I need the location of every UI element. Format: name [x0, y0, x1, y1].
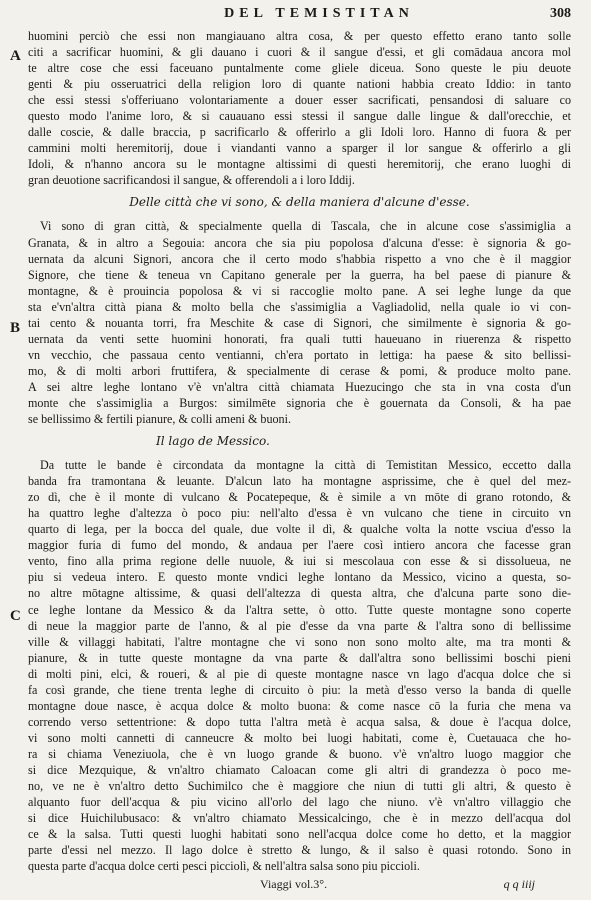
signature-mark: Viaggi vol.3°. [260, 877, 328, 892]
margin-letter-c: C [10, 608, 21, 624]
margin-letter-a: A [10, 48, 21, 64]
text-line: fa così grande, che tiene trenta leghe di circuito ò piu: la metà d'esso verso la banda di quelle [28, 682, 571, 697]
text-line: ha quattro leghe d'altezza ò poco piu: nell'alto d'essa è vn vulcano che tiene in circuito vn [28, 506, 571, 521]
text-line: vn vecchio, che passaua cento ventianni, ch'era portato in lettiga: ha paese & sito bellissi- [28, 347, 571, 362]
page-number: 308 [550, 6, 571, 21]
text-line: gran deuotione sacrificandosi il sangue, & offerendoli a i loro Iddij. [28, 173, 355, 188]
section-heading: Delle città che vi sono, & della maniera d'alcune d'esse. [129, 195, 470, 210]
paragraph [28, 218, 571, 427]
paragraph [28, 457, 571, 874]
text-line: sta e'vn'altra città piana & molto bella che s'assimiglia a Vagliadolid, nella quale io vi con- [28, 299, 571, 314]
text-line: no altre mōtagne altissime, & quasi dell'altezza di questa altra, che d'alcuna parte sono die- [28, 586, 571, 601]
text-line: quarto di lega, per la bocca del quale, due volte il dì, & qualche volta la notte vsciua d'esso la [28, 522, 571, 537]
text-line: uernata da venti sette huomini honorati, fra quali tutti haueuano in riuerenza & rispetto [28, 331, 571, 346]
text-line: A sei altre leghe lontano v'è vn'altra città chiamata Huezucingo che sta in vna costa d'un [28, 379, 571, 394]
paragraph [28, 28, 571, 188]
text-line: Da tutte le bande è circondata da montagne la città di Temistitan Messico, eccetto dalla [40, 458, 571, 473]
text-line: si dice Huichilubusaco: & vn'altro chiamato Messicalcingo, che è in mezzo dell'acqua dol [28, 811, 571, 826]
text-line: vento, fino alla prima regione delle nuuole, & iui si mescolaua con esse & si dissolueua, ne [28, 554, 571, 569]
text-line: ce & la salsa. Tutti questi luoghi habitati sono nell'acqua dolce come ho detto, et la maggior [28, 827, 571, 842]
text-line: huomini perciò che essi non mangiauano altra cosa, & per questo effetto erano tanto solle [28, 29, 571, 43]
page-header [28, 6, 571, 28]
margin-letter-b: B [10, 320, 21, 336]
text-line: uernata da alcuni Signori, ancora che il certo modo s'habbia rispetto a vno che è il maggior [28, 251, 571, 266]
text-line: questa parte d'acqua dolce certi pesci picciolì, & nell'altra salsa sono piu piccioli. [28, 859, 420, 874]
text-line: parte d'essi nel mezzo. Il lago dolce è stretto & lungo, & il salso è quasi rotondo. Sono in [28, 843, 571, 858]
running-head: DEL TEMISTITAN [224, 6, 414, 21]
text-line: di neue la maggior parte de l'anno, & al pie d'esse da vna parte & l'altra sono di bellissime [28, 618, 571, 633]
text-line: banda fra tramontana & leuante. D'alcun lato ha montagne asprissime, che è quel del mez- [28, 474, 571, 489]
text-line: citi a sacrificar huomini, & gli dauano i cuori & il sangue d'essi, et gli comādaua ancora mol [28, 45, 571, 60]
text-line: Idoli, & n'hanno ancora su le montagne altissimi di questi heremitorij, che erano luoghi di [28, 157, 571, 172]
text-line: zo dì, che è il monte di vulcano & Pocatepeque, & è simile a vn mōte di grano rotondo, & [28, 490, 571, 505]
text-line: ville & villaggi habitati, l'altre montagne che vi sono non sono molto alte, ma tra monti & [28, 634, 571, 649]
text-line: ce leghe lontane da Messico & da l'altra sette, ò otto. Tutte queste montagne sono coperte [28, 602, 571, 617]
text-line: tai cento & nouanta torri, fra Meschite & case di Signori, che similmente è signoria & go- [28, 315, 571, 330]
text-line: genti & piu osseruatrici della religion loro di quante nationi habbia creato Iddio: in tanto [28, 77, 571, 92]
text-line: montagne doue nasce, è acqua dolce & molto buona: & come nasce cō la furia che mena va [28, 698, 571, 713]
page-body [28, 28, 571, 874]
text-line: pianure, & in tutte queste montagne da vna parte & dall'altra sono bellissimi boschi pieni [28, 650, 571, 665]
text-line: maggior furia di fumo del mondo, & andaua per l'aere così intiero ancora che facesse gran [28, 538, 571, 553]
catchword: q q iiij [503, 877, 535, 892]
text-section [28, 28, 571, 188]
text-line: questo modo l'anime loro, & si cauauano essi stessi il sangue dalle lingue & dall'orecchie, et [28, 109, 571, 124]
page-footer [28, 877, 571, 895]
text-line: monte che s'assimiglia a Burgos: similmēte signoria che è gouernata da Consoli, & ha pae [28, 395, 571, 410]
text-line: di molti pini, elci, & roueri, & al pie di queste montagne nasce vn lago d'acqua dolce che si [28, 666, 571, 681]
text-line: no, ve ne è vn'altro detto Suchimilco che è maggiore che niun di tutti gli altri, & questo è [28, 779, 571, 794]
section-heading: Il lago de Messico. [156, 434, 270, 449]
text-line: Signore, che tiene & teneua vn Capitano generale per la guerra, ha bel paese di pianure & [28, 267, 571, 282]
text-line: ra si chiama Veneziuola, che è vn luogo grande & buono. v'è vn'altro luogo maggior che [28, 746, 571, 761]
text-line: piu si vedeua intero. E questo monte vndici leghe lontano da Messico, vicino a questa, so- [28, 570, 571, 585]
text-line: montagne, & è prouincia popolosa & vi si raccoglie molto pane. A sei leghe lunge da que [28, 283, 571, 298]
text-line: che essi stessi s'offeriuano volontariamente a douer esser sacrificati, pensandosi di saluare co [28, 93, 571, 108]
text-line: alquanto fuor dell'acqua & piu vicino all'orlo del lago che niuno. v'è vn'altro villaggio che [28, 795, 571, 810]
text-line: te altre cose che essi faceuano puntalmente come gliele diceua. Sono queste le piu deuote [28, 61, 571, 76]
text-line: se bellissimo & fertili pianure, & colli ameni & buoni. [28, 412, 291, 427]
text-line: Granata, & in altro a Segouia: ancora che sia piu popolosa d'alcuna d'esse: è signoria & go- [28, 235, 571, 250]
text-line: si dice Mezquique, & vn'altro chiamato Caloacan come gli altri di grandezza ò poco me- [28, 762, 571, 777]
text-section [28, 434, 571, 874]
text-section [28, 195, 571, 427]
text-line: dalle coscie, & dalle braccia, p sacrificarlo & offerirlo a gli Idoli loro. Hanno di fuora & per [28, 125, 571, 140]
text-line: cammini molti heremitorij, doue i viandanti vanno a sparger il lor sangue & offerirlo a gli [28, 141, 571, 156]
text-line: mo, & di molti arbori fruttifera, & specialmente di cerase & pomi, & produce molto pane. [28, 363, 571, 378]
text-line: vi sono molti cannetti di canneucre & molto bei luogi habitati, come è, Cuetauaca che ho- [28, 730, 571, 745]
text-line: Vi sono di gran città, & specialmente quella di Tascala, che in alcune cose s'assimiglia a [40, 219, 571, 234]
text-line: correndo verso settentrione: & dopo tutta l'altra metà è acqua salsa, & doue è l'acqua dolce, [28, 714, 571, 729]
